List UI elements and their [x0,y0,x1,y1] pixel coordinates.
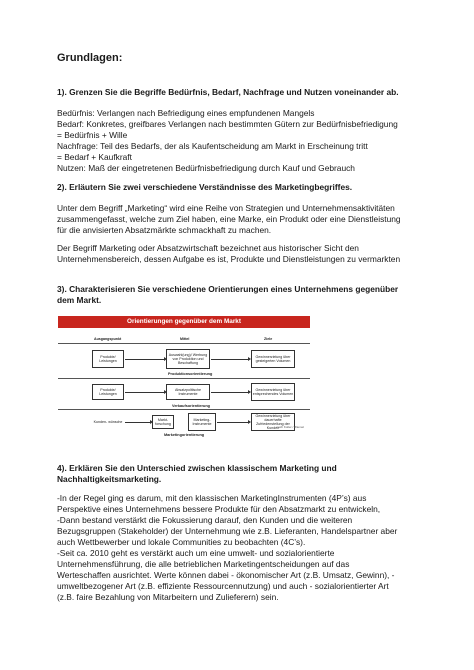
arrow [211,392,249,393]
divider [58,378,310,379]
answer-line: -Seit ca. 2010 geht es verstärkt auch um eine umwelt- und sozialorientierte [57,548,335,558]
diagram-source: nach Kotler / Bliemel [276,425,304,429]
goal-box-customer-satisfaction: Gewinnerzielung über dauerhafte Zufriedenstellung der Kunden [251,413,295,431]
goal-box-volume: Gewinnerzielung über gesteigerten Volumen [251,350,295,368]
column-header-ausgangspunkt: Ausgangspunkt [94,337,122,341]
title-line: 3). Charakterisieren Sie verschiedene Orientierungen eines Unternehmens gegenüber [57,284,399,294]
answer-line: = Bedürfnis + Wille [57,130,128,140]
answer-line: zusammengefasst, welche zum Ziel haben, eine Marke, ein Produkt oder eine Dienstleistung [57,214,401,224]
question-1-answer [57,108,398,174]
answer-line: Nachfrage: Teil des Bedarfs, der als Kaufentscheidung am Markt in Erscheinung tritt [57,141,368,151]
arrow [125,392,165,393]
answer-line: Werteschaffen ausrichtet. Werte können dabei - ökonomischer Art (z.B. Umsatz, Gewinn), - [57,570,395,580]
means-box-market-research: Markt- forschung [152,415,174,429]
means-box-sales-instruments: Absatzpolitische Instrumente [166,384,210,400]
market-orientation-diagram [58,316,310,438]
answer-line: (z.B. faire Bezahlung von Mitarbeitern und Zulieferern) sein. [57,592,279,602]
page-heading: Grundlagen: [57,52,123,64]
question-2-paragraph-2 [57,243,400,265]
answer-line: Unter dem Begriff „Marketing“ wird eine Reihe von Strategien und Unternehmensaktivitäten [57,203,395,213]
answer-line: Unternehmensführung, die alle betrieblichen Marketingentscheidungen auf das [57,559,350,569]
answer-line: Unternehmensbereich, dessen Aufgabe es ist, Produkte und Dienstleistungen zu vermarkten [57,254,401,264]
title-line: dem Markt. [57,295,102,305]
column-header-mittel: Mittel [180,337,190,341]
band-marketingorientierung: Marketingorientierung [164,433,205,437]
start-box-products: Produkte/ Leistungen [92,384,124,400]
start-box-products: Produkte/ Leistungen [92,350,124,368]
answer-line: -In der Regel ging es darum, mit den klassischen MarketingInstrumenten (4P’s) aus [57,493,367,503]
diagram-title: Orientierungen gegenüber dem Markt [58,316,310,328]
title-line: Nachhaltigkeitsmarketing. [57,474,162,484]
answer-line: -Dann bestand verstärkt die Fokussierung darauf, den Kunden und die weiteren [57,515,353,525]
answer-line: Bedarf: Konkretes, greifbares Verlangen nach bestimmten Gütern zur Bedürfnisbefriedigung [57,119,398,129]
answer-line: Bedürfnis: Verlangen nach Befriedigung eines empfundenen Mangels [57,108,315,118]
arrow [217,422,249,423]
question-2-paragraph-1 [57,203,401,236]
divider [58,409,310,410]
divider [58,343,310,344]
goal-box-volume: Gewinnerzielung über entsprechendes Volumen [251,383,295,401]
band-produktionsorientierung: Produktionsorientierung [168,372,213,376]
means-box-marketing-instruments: Marketing-Instrumente [188,413,216,431]
question-1-title: 1). Grenzen Sie die Begriffe Bedürfnis, Bedarf, Nachfrage und Nutzen voneinander ab. [57,87,399,97]
arrow [125,359,165,360]
answer-line: umweltbezogener Art (z.B. effiziente Ressourcennutzung) und auch - sozialorientierter Art [57,581,389,591]
column-header-ziele: Ziele [264,337,273,341]
question-4-title [57,463,337,485]
question-2-title: 2). Erläutern Sie zwei verschiedene Verständnisse des Marketingbegriffes. [57,182,353,192]
question-3-title [57,284,398,306]
answer-line: Der Begriff Marketing oder Absatzwirtschaft bezeichnet aus historischer Sicht den [57,243,359,253]
answer-line: = Bedarf + Kaufkraft [57,152,132,162]
answer-line: Bezugsgruppen (Stakeholder) der Unternehmung wie z.B. Lieferanten, Handelspartner aber [57,526,398,536]
means-box-production: Auswahl(ung)/ Werbung von Produktion und Beschaffung [166,349,210,369]
answer-line: für die anvisierten Absatzmärkte schmackhaft zu machen. [57,225,272,235]
answer-line: auch Wettbewerber und lokale Communities zu beobachten (4C’s). [57,537,306,547]
question-4-answer [57,493,397,603]
arrow [211,359,249,360]
title-line: 4). Erklären Sie den Unterschied zwischen klassischem Marketing und [57,463,337,473]
arrow [125,422,151,423]
answer-line: Nutzen: Maß der eingetretenen Bedürfnisbefriedigung durch Kauf und Gebrauch [57,163,355,173]
band-verkaufsorientierung: Verkaufsorientierung [172,404,210,408]
start-box-customer-wishes: Kunden- wünsche [92,415,124,429]
answer-line: Perspektive eines Unternehmens bessere Produkte für den Absatzmarkt zu entwickeln, [57,504,381,514]
